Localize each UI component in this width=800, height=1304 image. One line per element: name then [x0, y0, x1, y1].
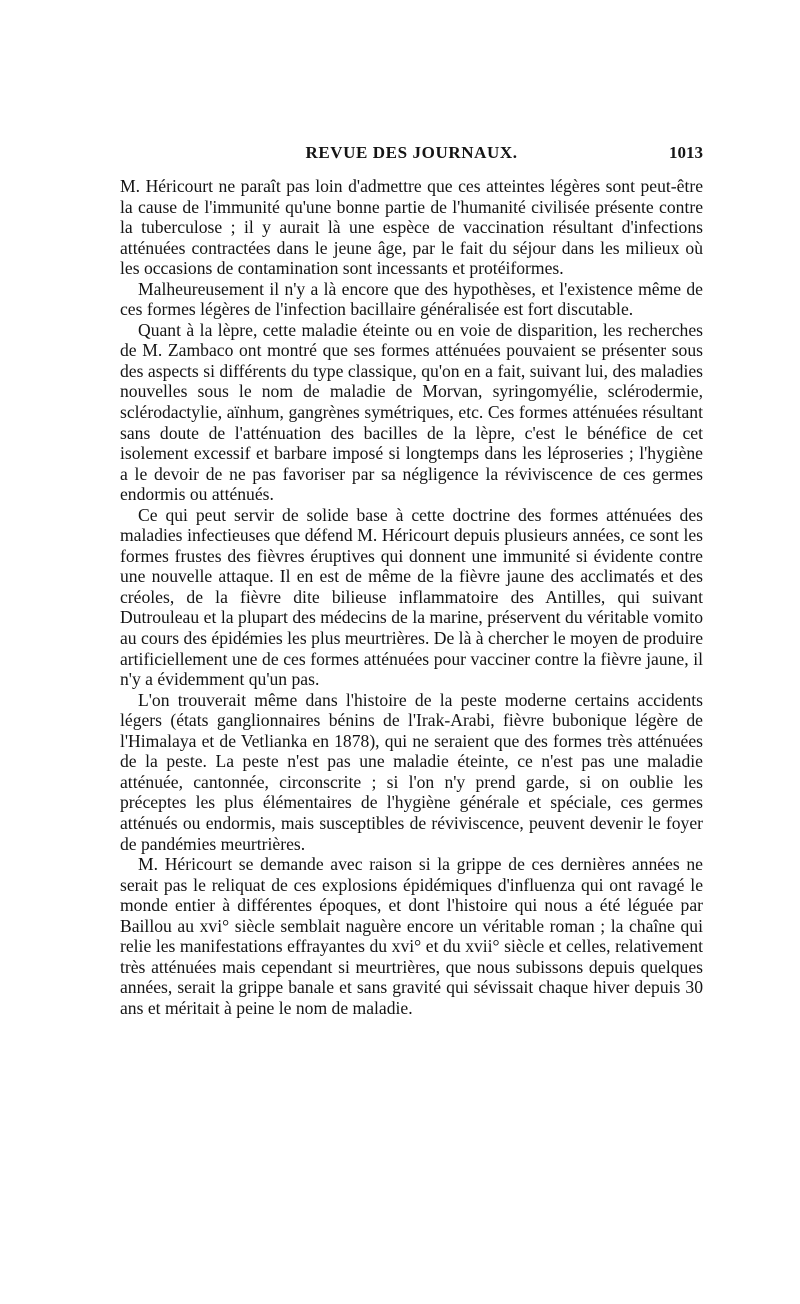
running-title: REVUE DES JOURNAUX.	[305, 143, 518, 162]
paragraph-5: L'on trouverait même dans l'histoire de la peste moderne certains accidents légers (états ganglionnaires bénins de l'Irak-Arabi, fièvre bubonique légère de l'Himalaya et de Vetlianka en 1878), qui ne seraient que des formes très atténuées de la peste. La peste n'est pas une maladie éteinte, ce n'est pas une maladie atténuée, cantonnée, circonscrite ; si l'on n'y prend garde, si on oublie les préceptes les plus élémentaires de l'hygiène générale et spéciale, ces germes atténués ou endormis, mais susceptibles de réviviscence, peuvent devenir le foyer de pandémies meurtrières.	[120, 689, 703, 854]
body-text	[120, 176, 703, 1018]
paragraph-4: Ce qui peut servir de solide base à cette doctrine des formes atténuées des maladies infectieuses que défend M. Héricourt depuis plusieurs années, ce sont les formes frustes des fièvres éruptives qui donnent une immunité si évidente contre une nouvelle attaque. Il en est de même de la fièvre jaune des acclimatés et des créoles, de la fièvre dite bilieuse inflammatoire des Antilles, qui suivant Dutrouleau et la plupart des médecins de la marine, préservent du véritable vomito au cours des épidémies les plus meurtrières. De là à chercher le moyen de produire artificiellement une de ces formes atténuées pour vacciner contre la fièvre jaune, il n'y a évidemment qu'un pas.	[120, 504, 703, 690]
paragraph-3: Quant à la lèpre, cette maladie éteinte ou en voie de disparition, les recherches de M. Zambaco ont montré que ses formes atténuées pouvaient se présenter sous des aspects si différents du type classique, qu'on en a fait, suivant lui, des maladies nouvelles sous le nom de maladie de Morvan, syringomyélie, sclérodermie, sclérodactylie, aïnhum, gangrènes symétriques, etc. Ces formes atténuées résultant sans doute de l'atténuation des bacilles de la lèpre, c'est le bénéfice de cet isolement excessif et barbare imposé si longtemps dans les léproseries ; l'hygiène a le devoir de ne pas favoriser par sa négligence la réviviscence de ces germes endormis ou atténués.	[120, 319, 703, 505]
paragraph-6: M. Héricourt se demande avec raison si la grippe de ces dernières années ne serait pas le reliquat de ces explosions épidémiques d'influenza qui ont ravagé le monde entier à différentes époques, et dont l'histoire qui nous a été léguée par Baillou au xvi° siècle semblait naguère encore un véritable roman ; la chaîne qui relie les manifestations effrayantes du xvi° et du xvii° siècle et celles, relativement très atténuées mais cependant si meurtrières, que nous subissons depuis quelques années, serait la grippe banale et sans gravité qui sévissait chaque hiver depuis 30 ans et méritait à peine le nom de maladie.	[120, 854, 703, 1018]
page-header	[120, 143, 703, 169]
paragraph-1: M. Héricourt ne paraît pas loin d'admettre que ces atteintes légères sont peut-être la cause de l'immunité qu'une bonne partie de l'humanité civilisée présente contre la tuberculose ; il y aurait là une espèce de vaccination résultant d'infections atténuées contractées dans le jeune âge, par le fait du séjour dans les milieux où les occasions de contamination sont incessants et protéiformes.	[120, 176, 703, 279]
paragraph-2: Malheureusement il n'y a là encore que des hypothèses, et l'existence même de ces formes légères de l'infection bacillaire généralisée est fort discutable.	[120, 278, 703, 320]
page-number: 1013	[669, 143, 703, 162]
